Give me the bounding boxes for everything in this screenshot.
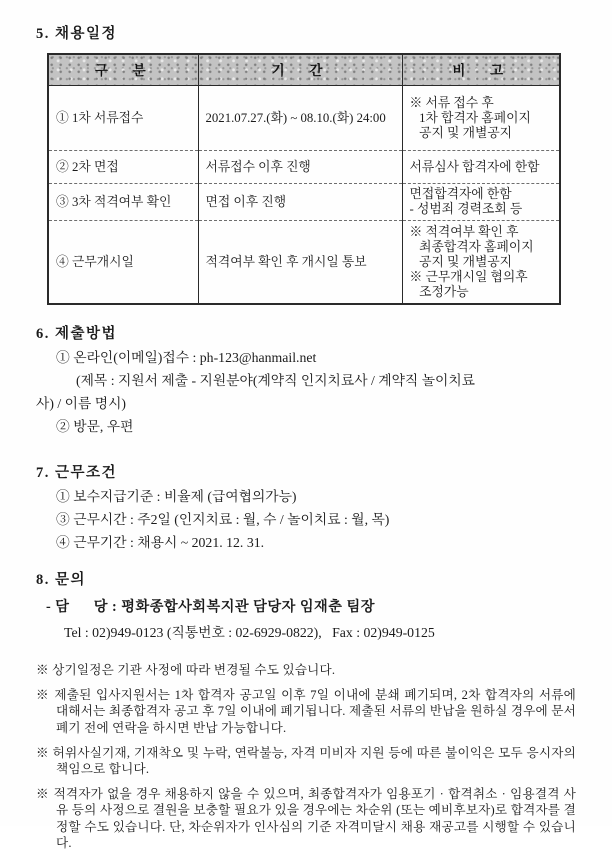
condition-pay-item: ① 보수지급기준 : 비율제 (급여협의가능) — [56, 489, 297, 504]
row2-period: 서류접수 이후 진행 — [198, 151, 402, 184]
row4-period: 적격여부 확인 후 개시일 통보 — [198, 221, 402, 305]
row2-note: 서류심사 합격자에 한함 — [402, 151, 560, 184]
table-row — [48, 86, 560, 151]
row3-note: 면접합격자에 한함 - 성범죄 경력조회 등 — [402, 184, 560, 221]
row1-period: 2021.07.27.(화) ~ 08.10.(화) 24:00 — [198, 86, 402, 151]
row3-category: ③ 3차 적격여부 확인 — [48, 184, 198, 221]
inquiry-heading: 8. 문의 — [36, 572, 87, 588]
row1-category: ① 1차 서류접수 — [48, 86, 198, 151]
inquiry-phone: Tel : 02)949-0123 (직통번호 : 02-6929-0822), Fax : 02)949-0125 — [64, 625, 435, 640]
schedule-table — [47, 53, 561, 305]
header-note: 비 고 — [402, 54, 560, 86]
table-row — [48, 151, 560, 184]
row4-note: ※ 적격여부 확인 후 최종합격자 홈페이지 공지 및 개별공지 ※ 근무개시일 협의후 조정가능 — [402, 221, 560, 305]
row4-category: ④ 근무개시일 — [48, 221, 198, 305]
header-period: 기 간 — [198, 54, 402, 86]
schedule-heading: 5. 채용일정 — [36, 26, 118, 42]
footnote-document-disposal: ※ 제출된 입사지원서는 1차 합격자 공고일 이후 7일 이내에 분쇄 폐기되며, 2차 합격자의 서류에 대해서는 최종합격자 공고 후 7일 이내에 폐기됩니다. 제출된 서류의 반납을 원하실 경우에 문서 폐기 전에 연락을 하시면 반납 가능합니다. — [36, 688, 576, 735]
table-row — [48, 221, 560, 305]
condition-term-item: ④ 근무기간 : 채용시 ~ 2021. 12. 31. — [56, 535, 265, 550]
footnote-schedule-change: ※ 상기일정은 기관 사정에 따라 변경될 수도 있습니다. — [36, 663, 336, 677]
submission-online-item: ① 온라인(이메일)접수 : ph-123@hanmail.net — [56, 350, 317, 365]
footnote-applicant-responsibility: ※ 허위사실기재, 기재착오 및 누락, 연락불능, 자격 미비자 지원 등에 따른 불이익은 모두 응시자의 책임으로 합니다. — [36, 745, 576, 777]
table-header-row — [48, 54, 560, 86]
conditions-heading: 7. 근무조건 — [36, 465, 118, 481]
submission-subject-wrap: 사) / 이름 명시) — [36, 396, 127, 411]
condition-hours-item: ③ 근무시간 : 주2일 (인지치료 : 월, 수 / 놀이치료 : 월, 목) — [56, 512, 390, 527]
header-category: 구 분 — [48, 54, 198, 86]
submission-subject-line: (제목 : 지원서 제출 - 지원분야(계약직 인지치료사 / 계약직 놀이치료 — [76, 373, 476, 388]
inquiry-contact: - 담 당 : 평화종합사회복지관 담당자 임재춘 팀장 — [46, 599, 375, 615]
table-row — [48, 184, 560, 221]
submission-heading: 6. 제출방법 — [36, 326, 118, 342]
row3-period: 면접 이후 진행 — [198, 184, 402, 221]
submission-visit-item: ② 방문, 우편 — [56, 419, 134, 434]
row2-category: ② 2차 면접 — [48, 151, 198, 184]
row1-note: ※ 서류 접수 후 1차 합격자 홈페이지 공지 및 개별공지 — [402, 86, 560, 151]
footnotes — [36, 662, 576, 851]
footnote-no-hire-clause: ※ 적격자가 없을 경우 채용하지 않을 수 있으며, 최종합격자가 임용포기 · 합격취소 · 임용결격 사유 등의 사정으로 결원을 보충할 필요가 있을 경우에는 차순위 (또는 예비후보자)로 합격자를 결정할 수도 있습니다. 단, 차순위자가 인사심의 기준 자격미달시 채용 재공고를 시행할 수 있습니다. — [36, 787, 576, 850]
